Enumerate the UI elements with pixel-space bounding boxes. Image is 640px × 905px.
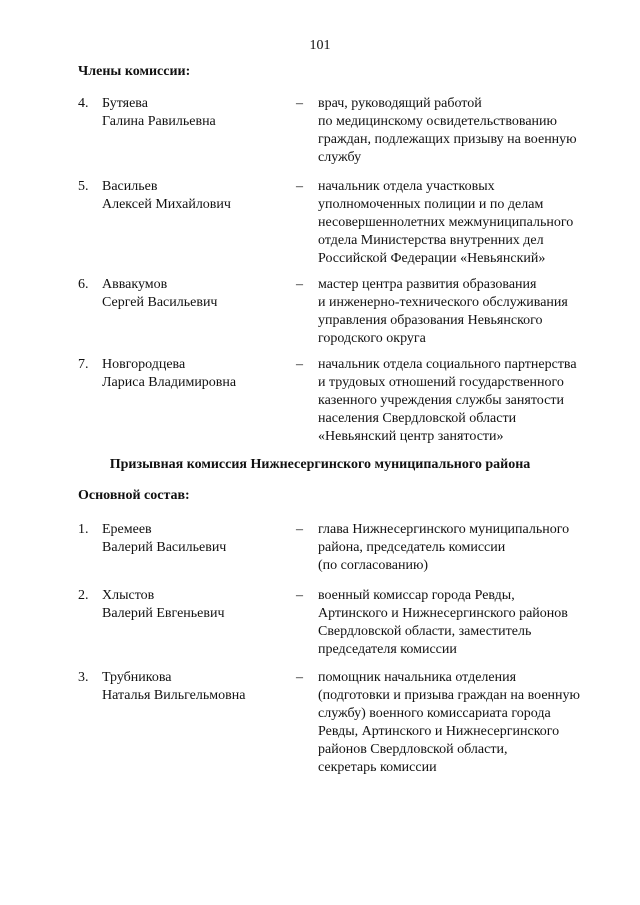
desc-line: врач, руководящий работой xyxy=(318,96,482,111)
given-names: Наталья Вильгельмовна xyxy=(102,688,246,703)
desc-line: начальник отдела социального партнерства xyxy=(318,357,577,372)
desc-line: мастер центра развития образования xyxy=(318,277,537,292)
desc-line: Ревды, Артинского и Нижнесергинского xyxy=(318,724,560,739)
person-name xyxy=(102,521,226,557)
list-item xyxy=(78,669,618,777)
desc-line: граждан, подлежащих призыву на военную xyxy=(318,132,577,147)
list-item xyxy=(78,521,618,575)
desc-line: районов Свердловской области, xyxy=(318,742,508,757)
desc-line: и трудовых отношений государственного xyxy=(318,375,564,390)
desc-line: несовершеннолетних межмуниципального xyxy=(318,215,574,230)
item-number: 4. xyxy=(78,96,89,111)
surname: Васильев xyxy=(102,179,158,194)
surname: Аввакумов xyxy=(102,277,168,292)
list-item xyxy=(78,587,618,659)
dash: – xyxy=(296,522,303,537)
position-description xyxy=(318,587,618,659)
desc-line: начальник отдела участковых xyxy=(318,179,495,194)
list-item xyxy=(78,95,618,167)
item-number: 6. xyxy=(78,277,89,292)
position-description xyxy=(318,669,618,777)
given-names: Галина Равильевна xyxy=(102,114,216,129)
person-name xyxy=(102,178,231,214)
given-names: Лариса Владимировна xyxy=(102,375,237,390)
surname: Новгородцева xyxy=(102,357,186,372)
desc-line: службу xyxy=(318,150,362,165)
desc-line: службу) военного комиссариата города xyxy=(318,706,551,721)
given-names: Алексей Михайлович xyxy=(102,197,231,212)
given-names: Валерий Евгеньевич xyxy=(102,606,225,621)
dash: – xyxy=(296,179,303,194)
main-composition-heading: Основной состав: xyxy=(78,488,190,503)
desc-line: Свердловской области, заместитель xyxy=(318,624,532,639)
dash: – xyxy=(296,357,303,372)
desc-line: городского округа xyxy=(318,331,426,346)
members-heading: Члены комиссии: xyxy=(78,64,191,79)
list-item xyxy=(78,178,618,268)
item-number: 1. xyxy=(78,522,89,537)
desc-line: уполномоченных полиции и по делам xyxy=(318,197,544,212)
desc-line: (подготовки и призыва граждан на военную xyxy=(318,688,580,703)
list-item xyxy=(78,356,618,446)
desc-line: «Невьянский центр занятости» xyxy=(318,429,504,444)
dash: – xyxy=(296,588,303,603)
person-name xyxy=(102,95,216,131)
desc-line: казенного учреждения службы занятости xyxy=(318,393,564,408)
item-number: 7. xyxy=(78,357,89,372)
desc-line: Российской Федерации «Невьянский» xyxy=(318,251,546,266)
surname: Хлыстов xyxy=(102,588,155,603)
desc-line: секретарь комиссии xyxy=(318,760,437,775)
dash: – xyxy=(296,96,303,111)
position-description xyxy=(318,276,618,348)
dash: – xyxy=(296,670,303,685)
desc-line: района, председатель комиссии xyxy=(318,540,506,555)
page-number: 101 xyxy=(309,38,331,53)
desc-line: и инженерно-технического обслуживания xyxy=(318,295,568,310)
desc-line: глава Нижнесергинского муниципального xyxy=(318,522,570,537)
desc-line: военный комиссар города Ревды, xyxy=(318,588,515,603)
desc-line: Артинского и Нижнесергинского районов xyxy=(318,606,568,621)
person-name xyxy=(102,276,217,312)
desc-line: по медицинскому освидетельствованию xyxy=(318,114,558,129)
surname: Еремеев xyxy=(102,522,152,537)
dash: – xyxy=(296,277,303,292)
person-name xyxy=(102,669,245,705)
item-number: 3. xyxy=(78,670,89,685)
surname: Трубникова xyxy=(102,670,172,685)
person-name xyxy=(102,356,236,392)
item-number: 2. xyxy=(78,588,89,603)
position-description xyxy=(318,178,618,268)
desc-line: помощник начальника отделения xyxy=(318,670,517,685)
list-item xyxy=(78,276,618,348)
item-number: 5. xyxy=(78,179,89,194)
desc-line: председателя комиссии xyxy=(318,642,457,657)
given-names: Валерий Васильевич xyxy=(102,540,227,555)
position-description xyxy=(318,356,618,446)
desc-line: населения Свердловской области xyxy=(318,411,517,426)
desc-line: отдела Министерства внутренних дел xyxy=(318,233,544,248)
desc-line: (по согласованию) xyxy=(318,558,429,573)
position-description xyxy=(318,95,618,167)
given-names: Сергей Васильевич xyxy=(102,295,218,310)
surname: Бутяева xyxy=(102,96,148,111)
desc-line: управления образования Невьянского xyxy=(318,313,543,328)
position-description xyxy=(318,521,618,575)
person-name xyxy=(102,587,225,623)
section-title: Призывная комиссия Нижнесергинского муниципального района xyxy=(109,457,531,472)
